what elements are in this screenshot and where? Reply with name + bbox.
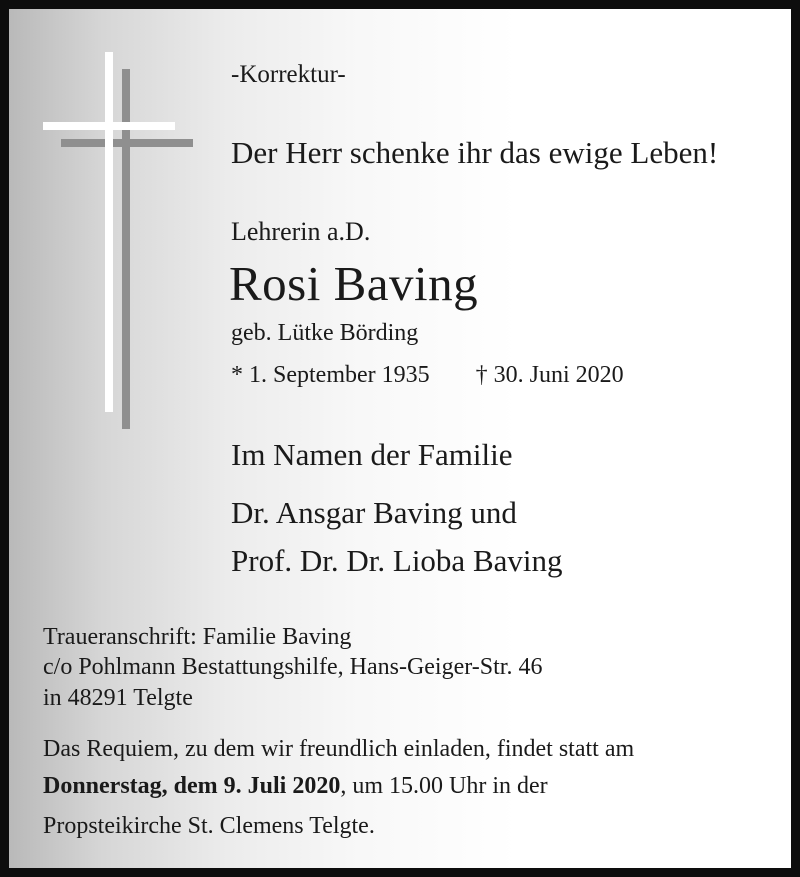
life-dates <box>231 363 624 387</box>
requiem-time: , um 15.00 Uhr in der <box>340 773 548 799</box>
birth-date: * 1. September 1935 <box>231 362 430 388</box>
mourning-address-line-1: Traueranschrift: Familie Baving <box>43 624 352 650</box>
deceased-name: Rosi Baving <box>229 256 479 311</box>
mourner-1: Dr. Ansgar Baving und <box>231 495 517 530</box>
memorial-verse: Der Herr schenke ihr das ewige Leben! <box>231 135 719 170</box>
mourning-address-line-2: c/o Pohlmann Bestattungshilfe, Hans-Geiger-Str. 46 <box>43 654 543 680</box>
deceased-title: Lehrerin a.D. <box>231 217 371 246</box>
requiem-date: Donnerstag, dem 9. Juli 2020 <box>43 773 341 799</box>
requiem-location: Propsteikirche St. Clemens Telgte. <box>43 813 375 839</box>
mourning-address-line-3: in 48291 Telgte <box>43 685 193 711</box>
cross-icon-vertical <box>105 52 113 412</box>
requiem-line-2 <box>43 774 548 798</box>
death-date: † 30. Juni 2020 <box>475 362 624 388</box>
mourner-2: Prof. Dr. Dr. Lioba Baving <box>231 543 563 578</box>
correction-note: -Korrektur- <box>231 61 346 88</box>
requiem-line-1: Das Requiem, zu dem wir freundlich einladen, findet statt am <box>43 736 635 762</box>
cross-icon-horizontal <box>43 122 175 130</box>
maiden-name: geb. Lütke Börding <box>231 320 419 346</box>
cross-shadow-horizontal <box>61 139 193 147</box>
family-intro: Im Namen der Familie <box>231 437 513 472</box>
